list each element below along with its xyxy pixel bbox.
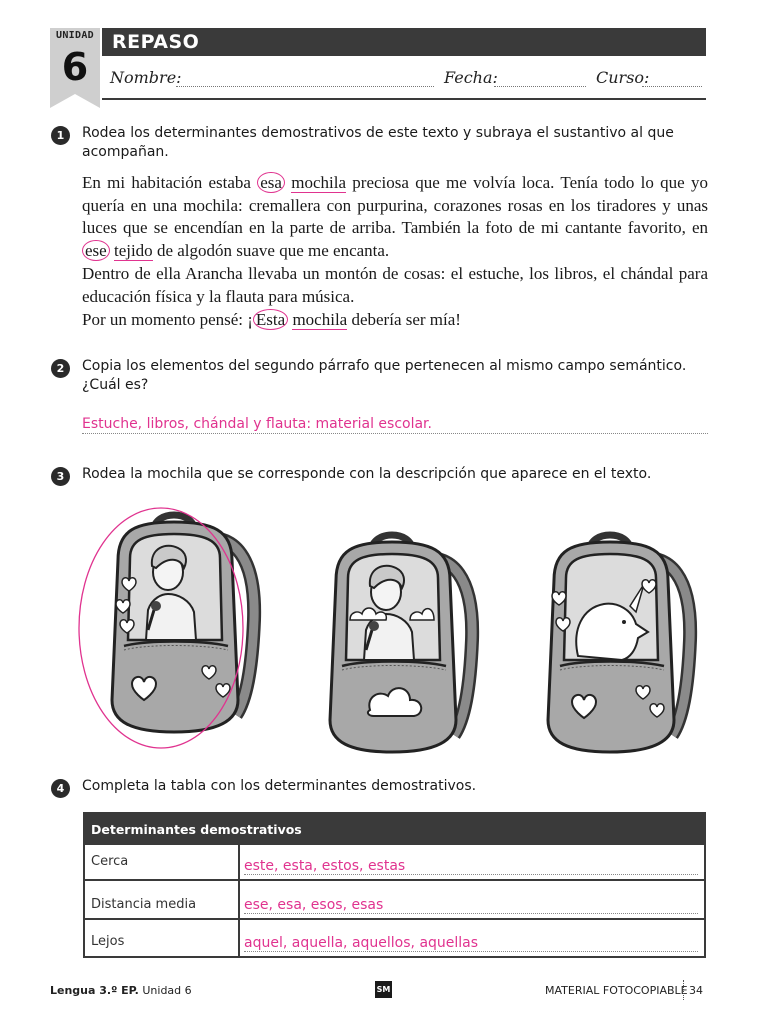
table-row	[85, 918, 704, 956]
answer-field[interactable]	[240, 920, 704, 956]
question-text: Completa la tabla con los determinantes demostrativos.	[82, 778, 477, 794]
circled-determiner: ese	[82, 240, 110, 261]
backpack-option-1[interactable]	[79, 508, 254, 748]
answer-text: aquel, aquella, aquellos, aquellas	[244, 935, 698, 952]
table-row	[85, 879, 704, 918]
name-label: Nombre:	[110, 68, 182, 87]
circled-determiner: Esta	[253, 309, 288, 330]
table-header: Determinantes demostrativos	[85, 814, 704, 843]
title-bar	[102, 28, 706, 56]
backpack-options	[76, 500, 706, 760]
circled-determiner: esa	[257, 172, 285, 193]
answer-text: este, esta, estos, estas	[244, 858, 698, 875]
publisher-logo: SM	[375, 981, 392, 998]
course-label: Curso:	[596, 68, 650, 87]
paragraph: Por un momento pensé: ¡ Esta mochila debería ser mía!	[82, 310, 461, 329]
row-label: Cerca	[85, 845, 240, 879]
underlined-noun: mochila	[291, 173, 346, 192]
reading-passage	[82, 172, 708, 333]
question-text: Rodea la mochila que se corresponde con la descripción que aparece en el texto.	[82, 466, 652, 482]
row-label: Lejos	[85, 920, 240, 956]
page-title: REPASO	[112, 31, 200, 53]
paragraph: Dentro de ella Arancha llevaba un montón de cosas: el estuche, los libros, el chándal para educación física y la flauta para música.	[82, 264, 708, 306]
answer-field[interactable]	[240, 845, 704, 879]
underlined-noun: tejido	[113, 240, 153, 260]
course-field[interactable]	[642, 86, 702, 87]
backpack-option-2[interactable]	[330, 535, 472, 752]
answer-text: ese, esa, esos, esas	[244, 897, 698, 914]
unit-label: UNIDAD	[56, 30, 94, 41]
date-label: Fecha:	[444, 68, 498, 87]
unit-tab	[50, 28, 100, 108]
student-info-row	[102, 58, 706, 100]
question-text: Rodea los determinantes demostrativos de este texto y subraya el sustantivo al que acompañan.	[82, 125, 674, 160]
backpack-option-3[interactable]	[548, 535, 690, 752]
answer-field[interactable]	[240, 881, 704, 918]
determiners-table	[83, 812, 706, 958]
question-number: 4	[51, 779, 70, 798]
underlined-noun: mochila	[292, 310, 348, 329]
question-text: Copia los elementos del segundo párrafo que pertenecen al mismo campo semántico. ¿Cuál es?	[82, 358, 687, 393]
footer-divider	[683, 980, 684, 1000]
answer-text: Estuche, libros, chándal y flauta: material escolar.	[82, 416, 432, 432]
table-row	[85, 843, 704, 879]
row-label: Distancia media	[85, 881, 240, 918]
footer-material: MATERIAL FOTOCOPIABLE	[545, 984, 688, 997]
unit-number: 6	[61, 45, 89, 89]
paragraph: En mi habitación estaba esa mochila preciosa que me volvía loca. Tenía todo lo que yo quería en una mochila: cremallera con purpurina, corazones rosas en los tiradores y unas luces que se encendían en la parte de arriba. También la foto de mi cantante favorito, en ese tejido de algodón suave que me encanta.	[82, 173, 708, 260]
name-field[interactable]	[176, 86, 434, 87]
footer-subject: Lengua 3.º EP. Unidad 6	[50, 984, 192, 997]
answer-field[interactable]	[82, 414, 708, 434]
question-number: 1	[51, 126, 70, 145]
date-field[interactable]	[494, 86, 586, 87]
question-number: 2	[51, 359, 70, 378]
page-number: 34	[689, 984, 703, 997]
question-number: 3	[51, 467, 70, 486]
